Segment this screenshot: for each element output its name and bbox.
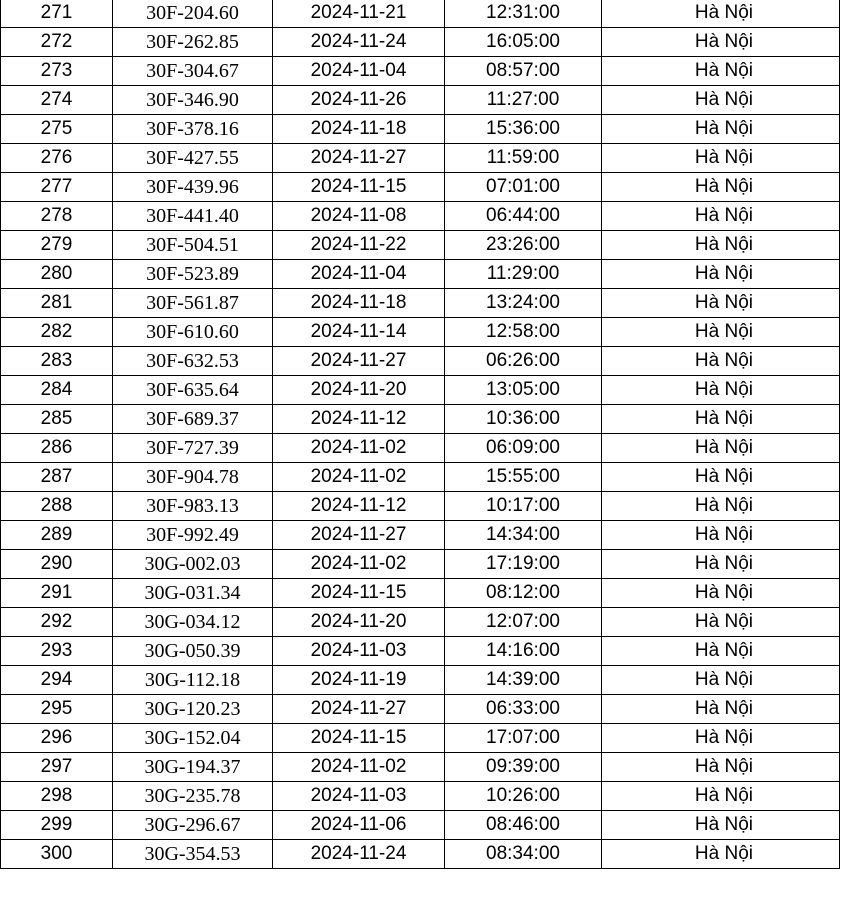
license-plate-cell: 30F-378.16 (113, 115, 273, 144)
city-cell: Hà Nội (602, 318, 840, 347)
date-cell: 2024-11-21 (273, 0, 445, 28)
table-row (1, 260, 840, 289)
time-cell: 08:12:00 (445, 579, 602, 608)
row-number-cell: 271 (1, 0, 113, 28)
time-cell: 10:17:00 (445, 492, 602, 521)
date-cell: 2024-11-02 (273, 753, 445, 782)
table-row (1, 782, 840, 811)
table-row (1, 0, 840, 28)
city-cell: Hà Nội (602, 840, 840, 869)
time-cell: 10:26:00 (445, 782, 602, 811)
city-cell: Hà Nội (602, 57, 840, 86)
row-number-cell: 298 (1, 782, 113, 811)
date-cell: 2024-11-12 (273, 405, 445, 434)
date-cell: 2024-11-14 (273, 318, 445, 347)
license-plate-cell: 30F-561.87 (113, 289, 273, 318)
license-plate-cell: 30F-441.40 (113, 202, 273, 231)
time-cell: 06:26:00 (445, 347, 602, 376)
time-cell: 06:44:00 (445, 202, 602, 231)
table-row (1, 318, 840, 347)
city-cell: Hà Nội (602, 86, 840, 115)
date-cell: 2024-11-19 (273, 666, 445, 695)
city-cell: Hà Nội (602, 782, 840, 811)
time-cell: 09:39:00 (445, 753, 602, 782)
city-cell: Hà Nội (602, 376, 840, 405)
license-plate-cell: 30F-346.90 (113, 86, 273, 115)
license-plate-cell: 30F-689.37 (113, 405, 273, 434)
license-plate-cell: 30G-120.23 (113, 695, 273, 724)
license-plate-cell: 30G-002.03 (113, 550, 273, 579)
license-plate-cell: 30G-050.39 (113, 637, 273, 666)
city-cell: Hà Nội (602, 637, 840, 666)
date-cell: 2024-11-22 (273, 231, 445, 260)
license-plate-cell: 30F-504.51 (113, 231, 273, 260)
table-row (1, 463, 840, 492)
row-number-cell: 277 (1, 173, 113, 202)
row-number-cell: 296 (1, 724, 113, 753)
row-number-cell: 292 (1, 608, 113, 637)
row-number-cell: 286 (1, 434, 113, 463)
time-cell: 14:16:00 (445, 637, 602, 666)
time-cell: 15:55:00 (445, 463, 602, 492)
table-row (1, 144, 840, 173)
time-cell: 17:07:00 (445, 724, 602, 753)
row-number-cell: 288 (1, 492, 113, 521)
date-cell: 2024-11-15 (273, 579, 445, 608)
row-number-cell: 294 (1, 666, 113, 695)
row-number-cell: 273 (1, 57, 113, 86)
row-number-cell: 272 (1, 28, 113, 57)
license-plate-cell: 30F-727.39 (113, 434, 273, 463)
city-cell: Hà Nội (602, 724, 840, 753)
table-row (1, 376, 840, 405)
license-plate-cell: 30G-034.12 (113, 608, 273, 637)
table-row (1, 347, 840, 376)
time-cell: 11:59:00 (445, 144, 602, 173)
table-row (1, 173, 840, 202)
table-row (1, 840, 840, 869)
license-plate-cell: 30F-304.67 (113, 57, 273, 86)
table-row (1, 202, 840, 231)
row-number-cell: 275 (1, 115, 113, 144)
table-row (1, 231, 840, 260)
table-row (1, 608, 840, 637)
license-plate-cell: 30F-523.89 (113, 260, 273, 289)
license-plate-cell: 30F-992.49 (113, 521, 273, 550)
city-cell: Hà Nội (602, 434, 840, 463)
city-cell: Hà Nội (602, 666, 840, 695)
date-cell: 2024-11-20 (273, 376, 445, 405)
city-cell: Hà Nội (602, 202, 840, 231)
date-cell: 2024-11-02 (273, 434, 445, 463)
date-cell: 2024-11-18 (273, 115, 445, 144)
date-cell: 2024-11-27 (273, 695, 445, 724)
license-plate-cell: 30F-262.85 (113, 28, 273, 57)
city-cell: Hà Nội (602, 521, 840, 550)
city-cell: Hà Nội (602, 173, 840, 202)
date-cell: 2024-11-04 (273, 57, 445, 86)
city-cell: Hà Nội (602, 579, 840, 608)
table-row (1, 405, 840, 434)
license-plate-cell: 30F-610.60 (113, 318, 273, 347)
row-number-cell: 282 (1, 318, 113, 347)
table-row (1, 115, 840, 144)
table-row (1, 434, 840, 463)
city-cell: Hà Nội (602, 28, 840, 57)
time-cell: 06:33:00 (445, 695, 602, 724)
date-cell: 2024-11-24 (273, 840, 445, 869)
license-plate-cell: 30G-354.53 (113, 840, 273, 869)
time-cell: 13:05:00 (445, 376, 602, 405)
table-row (1, 811, 840, 840)
date-cell: 2024-11-12 (273, 492, 445, 521)
time-cell: 08:57:00 (445, 57, 602, 86)
city-cell: Hà Nội (602, 260, 840, 289)
date-cell: 2024-11-27 (273, 144, 445, 173)
city-cell: Hà Nội (602, 144, 840, 173)
date-cell: 2024-11-27 (273, 347, 445, 376)
row-number-cell: 283 (1, 347, 113, 376)
license-plate-cell: 30G-296.67 (113, 811, 273, 840)
time-cell: 08:34:00 (445, 840, 602, 869)
row-number-cell: 285 (1, 405, 113, 434)
time-cell: 23:26:00 (445, 231, 602, 260)
row-number-cell: 293 (1, 637, 113, 666)
license-plate-cell: 30F-983.13 (113, 492, 273, 521)
license-plate-cell: 30F-904.78 (113, 463, 273, 492)
city-cell: Hà Nội (602, 405, 840, 434)
date-cell: 2024-11-08 (273, 202, 445, 231)
row-number-cell: 299 (1, 811, 113, 840)
time-cell: 10:36:00 (445, 405, 602, 434)
date-cell: 2024-11-04 (273, 260, 445, 289)
time-cell: 16:05:00 (445, 28, 602, 57)
city-cell: Hà Nội (602, 231, 840, 260)
city-cell: Hà Nội (602, 463, 840, 492)
row-number-cell: 291 (1, 579, 113, 608)
license-plate-cell: 30G-031.34 (113, 579, 273, 608)
row-number-cell: 279 (1, 231, 113, 260)
time-cell: 12:58:00 (445, 318, 602, 347)
date-cell: 2024-11-24 (273, 28, 445, 57)
date-cell: 2024-11-02 (273, 550, 445, 579)
row-number-cell: 287 (1, 463, 113, 492)
time-cell: 11:27:00 (445, 86, 602, 115)
table-row (1, 550, 840, 579)
date-cell: 2024-11-20 (273, 608, 445, 637)
license-plate-cell: 30F-635.64 (113, 376, 273, 405)
time-cell: 11:29:00 (445, 260, 602, 289)
row-number-cell: 284 (1, 376, 113, 405)
city-cell: Hà Nội (602, 347, 840, 376)
time-cell: 14:34:00 (445, 521, 602, 550)
license-plate-cell: 30F-439.96 (113, 173, 273, 202)
table-row (1, 28, 840, 57)
row-number-cell: 278 (1, 202, 113, 231)
row-number-cell: 280 (1, 260, 113, 289)
city-cell: Hà Nội (602, 753, 840, 782)
date-cell: 2024-11-03 (273, 782, 445, 811)
table-row (1, 86, 840, 115)
date-cell: 2024-11-27 (273, 521, 445, 550)
row-number-cell: 297 (1, 753, 113, 782)
table-row (1, 695, 840, 724)
date-cell: 2024-11-26 (273, 86, 445, 115)
license-plate-cell: 30F-632.53 (113, 347, 273, 376)
table-row (1, 579, 840, 608)
city-cell: Hà Nội (602, 811, 840, 840)
table-row (1, 289, 840, 318)
time-cell: 07:01:00 (445, 173, 602, 202)
time-cell: 14:39:00 (445, 666, 602, 695)
date-cell: 2024-11-15 (273, 724, 445, 753)
table-row (1, 637, 840, 666)
date-cell: 2024-11-03 (273, 637, 445, 666)
table-row (1, 492, 840, 521)
time-cell: 12:07:00 (445, 608, 602, 637)
license-plate-cell: 30F-204.60 (113, 0, 273, 28)
city-cell: Hà Nội (602, 550, 840, 579)
license-plate-cell: 30F-427.55 (113, 144, 273, 173)
city-cell: Hà Nội (602, 608, 840, 637)
license-plate-cell: 30G-152.04 (113, 724, 273, 753)
city-cell: Hà Nội (602, 695, 840, 724)
license-plate-cell: 30G-194.37 (113, 753, 273, 782)
city-cell: Hà Nội (602, 492, 840, 521)
license-plate-cell: 30G-235.78 (113, 782, 273, 811)
time-cell: 08:46:00 (445, 811, 602, 840)
city-cell: Hà Nội (602, 115, 840, 144)
table-body (1, 0, 840, 869)
time-cell: 15:36:00 (445, 115, 602, 144)
time-cell: 06:09:00 (445, 434, 602, 463)
license-plate-cell: 30G-112.18 (113, 666, 273, 695)
table-row (1, 521, 840, 550)
date-cell: 2024-11-02 (273, 463, 445, 492)
time-cell: 12:31:00 (445, 0, 602, 28)
date-cell: 2024-11-15 (273, 173, 445, 202)
city-cell: Hà Nội (602, 0, 840, 28)
row-number-cell: 290 (1, 550, 113, 579)
table-row (1, 753, 840, 782)
time-cell: 17:19:00 (445, 550, 602, 579)
row-number-cell: 274 (1, 86, 113, 115)
date-cell: 2024-11-06 (273, 811, 445, 840)
time-cell: 13:24:00 (445, 289, 602, 318)
date-cell: 2024-11-18 (273, 289, 445, 318)
row-number-cell: 276 (1, 144, 113, 173)
table-row (1, 666, 840, 695)
table-row (1, 57, 840, 86)
row-number-cell: 289 (1, 521, 113, 550)
table-row (1, 724, 840, 753)
row-number-cell: 281 (1, 289, 113, 318)
city-cell: Hà Nội (602, 289, 840, 318)
row-number-cell: 300 (1, 840, 113, 869)
row-number-cell: 295 (1, 695, 113, 724)
